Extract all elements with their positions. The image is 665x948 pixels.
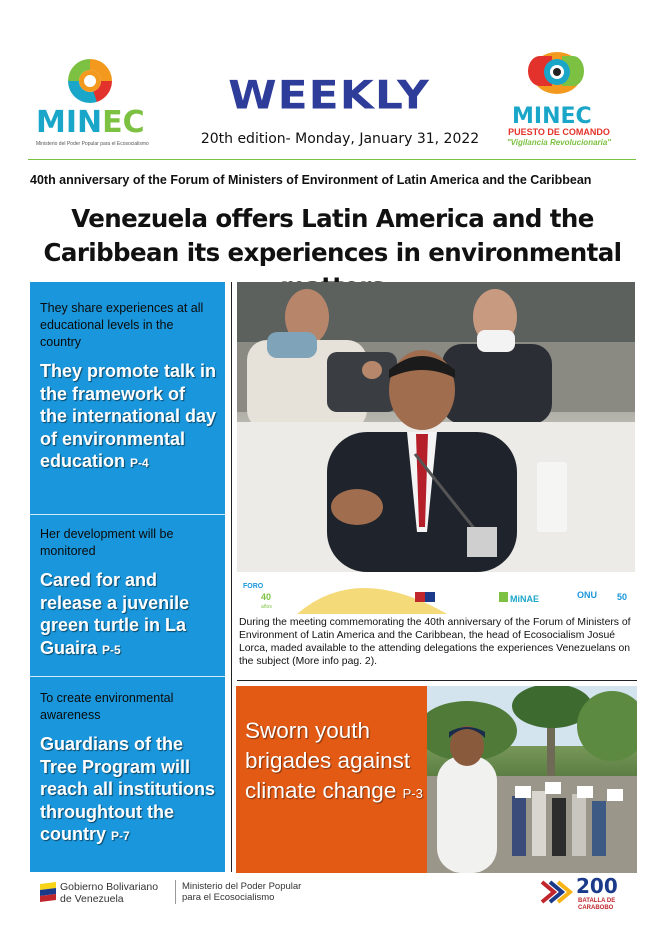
chevron-stripes-icon bbox=[538, 876, 574, 908]
sidebar-item-title-text: Guardians of the Tree Program will reach all institutions throughtout the country bbox=[40, 734, 216, 844]
photo-caption: During the meeting commemorating the 40th anniversary of the Forum of Ministers of Environment of Latin America and the Caribbean, the head of Ecosocialism Josué Lorca, maded available to the attending delegations the experiences Venezuelans on the subject (More info pag. 2). bbox=[239, 617, 631, 667]
footer-separator bbox=[175, 880, 176, 904]
minec-right-text: MINEC bbox=[512, 104, 592, 129]
gobierno-text bbox=[60, 881, 158, 905]
youth-brigade-photo bbox=[427, 686, 637, 873]
banner-minae-text: MiNAE bbox=[510, 594, 539, 604]
ministry-text bbox=[182, 881, 301, 903]
sidebar-item-title bbox=[30, 360, 225, 475]
svg-text:FORO: FORO bbox=[243, 583, 264, 590]
banner-onu-50-text: 50 bbox=[617, 592, 628, 602]
brigade-illustration bbox=[427, 686, 637, 873]
feature-title-text: Sworn youth brigades against climate change bbox=[245, 718, 411, 803]
sidebar-item-page: P-4 bbox=[130, 456, 149, 470]
header-rule bbox=[28, 159, 636, 160]
ministry-line2: para el Ecosocialismo bbox=[182, 892, 275, 903]
sidebar bbox=[30, 282, 225, 872]
banner-anos-text: años bbox=[261, 604, 272, 610]
sidebar-item-page: P-7 bbox=[111, 829, 130, 843]
sidebar-divider bbox=[30, 514, 225, 515]
bicentenario-subtitle bbox=[578, 898, 615, 912]
bicentenario-line2: CARABOBO bbox=[578, 905, 614, 911]
flag-icon bbox=[38, 880, 58, 904]
puesto-text: PUESTO DE COMANDO bbox=[508, 127, 610, 137]
headline: Venezuela offers Latin America and the Caribbean its experiences in environmental bbox=[43, 204, 622, 267]
bicentenario-line1: BATALLA DE bbox=[578, 898, 616, 904]
minec-logo-text bbox=[36, 105, 145, 140]
meeting-illustration bbox=[237, 282, 635, 614]
banner-40-text: 40 bbox=[261, 592, 272, 602]
sidebar-item-title bbox=[30, 733, 225, 848]
sidebar-divider bbox=[30, 676, 225, 677]
kicker: 40th anniversary of the Forum of Ministers of Environment of Latin America and the Caribbean bbox=[30, 173, 592, 187]
sidebar-item-intro: To create environmental awareness bbox=[40, 691, 174, 722]
sidebar-item-guardians[interactable] bbox=[30, 690, 225, 848]
sidebar-item-title-text: Cared for and release a juvenile green turtle in La Guaira bbox=[40, 570, 190, 658]
gobierno-line1: Gobierno Bolivariano bbox=[60, 881, 159, 893]
feature-title bbox=[245, 716, 425, 809]
sidebar-item-turtle[interactable] bbox=[30, 526, 225, 661]
minec-puesto-logo bbox=[494, 48, 624, 148]
minec-logo-subtitle: Ministerio del Poder Popular para el Ecosocialismo bbox=[36, 141, 149, 147]
bicentenario-logo bbox=[538, 876, 622, 910]
eye-icon bbox=[532, 48, 582, 98]
sidebar-item-intro: They share experiences at all educational levels in the country bbox=[40, 301, 204, 349]
caption-rule bbox=[237, 680, 637, 681]
gobierno-line2: de Venezuela bbox=[60, 893, 124, 905]
forum-meeting-photo bbox=[237, 282, 635, 614]
feature-page: P-3 bbox=[402, 786, 423, 801]
column-rule bbox=[231, 282, 232, 872]
swirl-icon bbox=[68, 59, 112, 103]
ministry-line1: Ministerio del Poder Popular bbox=[182, 881, 302, 892]
minec-logo-text-part2: EC bbox=[102, 105, 145, 140]
sidebar-item-education[interactable] bbox=[30, 300, 225, 475]
minec-logo-left bbox=[36, 55, 156, 155]
sidebar-item-title bbox=[30, 569, 225, 661]
newsletter-title: WEEKLY bbox=[228, 72, 430, 119]
minec-logo-text-part1: MIN bbox=[36, 105, 103, 140]
bicentenario-number: 200 bbox=[576, 874, 618, 898]
sidebar-item-page: P-5 bbox=[102, 642, 121, 657]
banner-onu-text: ONU bbox=[577, 590, 597, 600]
vigilancia-text: "Vigilancia Revolucionaria" bbox=[506, 138, 612, 147]
gobierno-logo bbox=[38, 880, 178, 906]
feature-box[interactable] bbox=[236, 686, 427, 873]
sidebar-item-title-text: They promote talk in the framework of the international day of environmental education bbox=[40, 361, 217, 471]
edition-line: 20th edition- Monday, January 31, 2022 bbox=[200, 131, 480, 147]
sidebar-item-intro: Her development will be monitored bbox=[40, 527, 174, 558]
